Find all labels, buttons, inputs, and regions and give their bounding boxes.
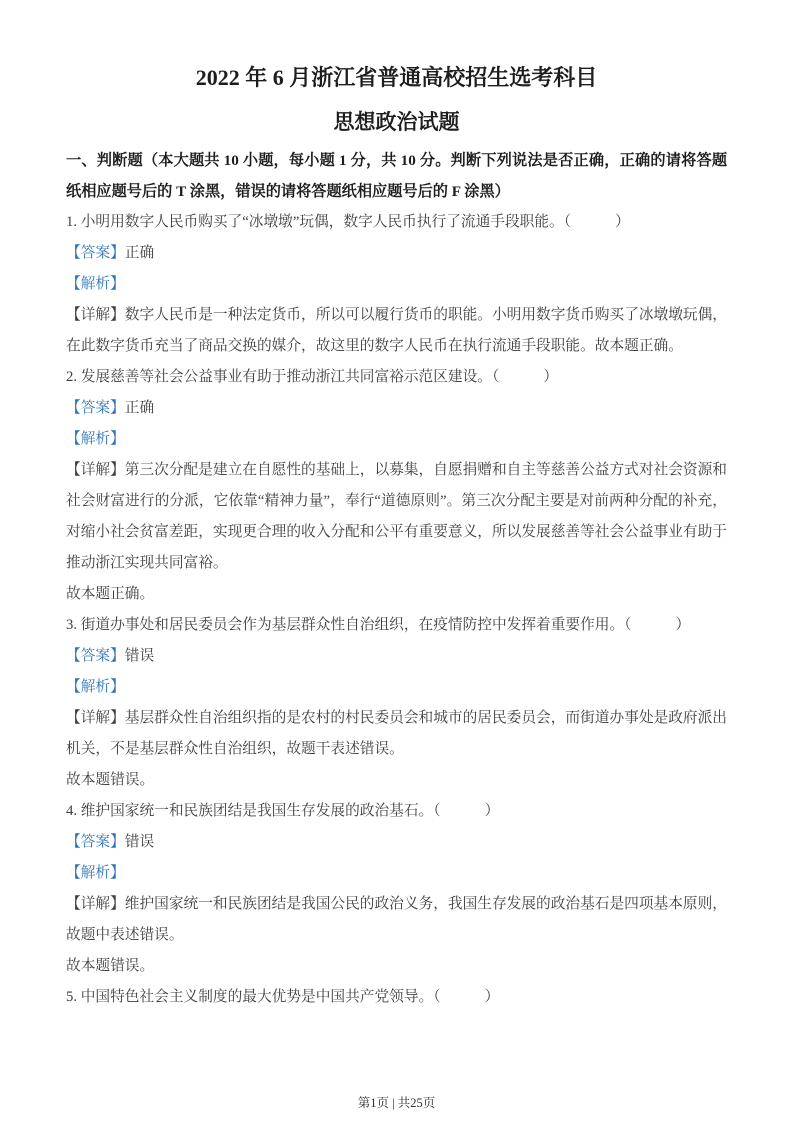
answer-line (66, 641, 727, 672)
question-block-4 (66, 796, 727, 982)
analysis-label: 【解析】 (66, 679, 125, 695)
conclusion-line: 故本题错误。 (66, 772, 155, 788)
detail-line (66, 300, 727, 362)
detail-text: 维护国家统一和民族团结是我国公民的政治义务，我国生存发展的政治基石是四项基本原则，故题中表述错误。 (66, 896, 727, 943)
analysis-line (66, 269, 727, 300)
analysis-label: 【解析】 (66, 431, 125, 447)
question-block-3 (66, 610, 727, 796)
question-text: 3. 街道办事处和居民委员会作为基层群众性自治组织，在疫情防控中发挥着重要作用。（ ） (66, 617, 691, 633)
answer-label: 【答案】 (66, 648, 125, 664)
answer-value: 正确 (124, 245, 155, 261)
question-text: 1. 小明用数字人民币购买了“冰墩墩”玩偶，数字人民币执行了流通手段职能。（ ） (66, 214, 630, 230)
answer-label: 【答案】 (66, 245, 125, 261)
detail-label: 【详解】 (66, 896, 125, 912)
detail-label: 【详解】 (66, 307, 125, 323)
detail-text: 基层群众性自治组织指的是农村的村民委员会和城市的居民委员会，而街道办事处是政府派出机关，不是基层群众性自治组织，故题干表述错误。 (66, 710, 727, 757)
document-title: 2022 年 6 月浙江省普通高校招生选考科目 (195, 65, 598, 90)
answer-line (66, 238, 727, 269)
detail-line (66, 703, 727, 765)
question-block-5 (66, 982, 727, 1013)
conclusion-line: 故本题错误。 (66, 958, 155, 974)
question-text: 2. 发展慈善等社会公益事业有助于推动浙江共同富裕示范区建设。（ ） (66, 369, 559, 385)
question-text: 4. 维护国家统一和民族团结是我国生存发展的政治基石。（ ） (66, 803, 500, 819)
detail-text: 第三次分配是建立在自愿性的基础上，以募集，自愿捐赠和自主等慈善公益方式对社会资源和社会财富进行的分派，它依靠“精神力量”，奉行“道德原则”。第三次分配主要是对前两种分配的补充，对缩小社会贫富差距，实现更合理的收入分配和公平有重要意义，所以发展慈善等社会公益事业有助于推动浙江实现共同富裕。 (66, 462, 727, 571)
answer-value: 错误 (124, 648, 155, 664)
analysis-label: 【解析】 (66, 865, 125, 881)
answer-label: 【答案】 (66, 400, 125, 416)
question-text: 5. 中国特色社会主义制度的最大优势是中国共产党领导。（ ） (66, 989, 500, 1005)
page-number-info: 第1页 | 共25页 (357, 1096, 436, 1110)
page-footer (0, 1094, 793, 1112)
question-block-1 (66, 207, 727, 362)
analysis-line (66, 424, 727, 455)
answer-label: 【答案】 (66, 834, 125, 850)
question-block-2 (66, 362, 727, 610)
document-subtitle: 思想政治试题 (333, 110, 460, 134)
detail-text: 数字人民币是一种法定货币，所以可以履行货币的职能。小明用数字货币购买了冰墩墩玩偶，在此数字货币充当了商品交换的媒介，故这里的数字人民币在执行流通手段职能。故本题正确。 (66, 307, 727, 354)
analysis-line (66, 858, 727, 889)
analysis-label: 【解析】 (66, 276, 125, 292)
answer-value: 错误 (124, 834, 155, 850)
analysis-line (66, 672, 727, 703)
answer-value: 正确 (124, 400, 155, 416)
answer-line (66, 393, 727, 424)
detail-label: 【详解】 (66, 462, 125, 478)
answer-line (66, 827, 727, 858)
conclusion-line: 故本题正确。 (66, 586, 155, 602)
detail-line (66, 889, 727, 951)
detail-line (66, 455, 727, 579)
detail-label: 【详解】 (66, 710, 125, 726)
section-header: 一、判断题（本大题共 10 小题，每小题 1 分，共 10 分。判断下列说法是否正确，正确的请将答题纸相应题号后的 T 涂黑，错误的请将答题纸相应题号后的 F 涂黑） (66, 152, 727, 200)
